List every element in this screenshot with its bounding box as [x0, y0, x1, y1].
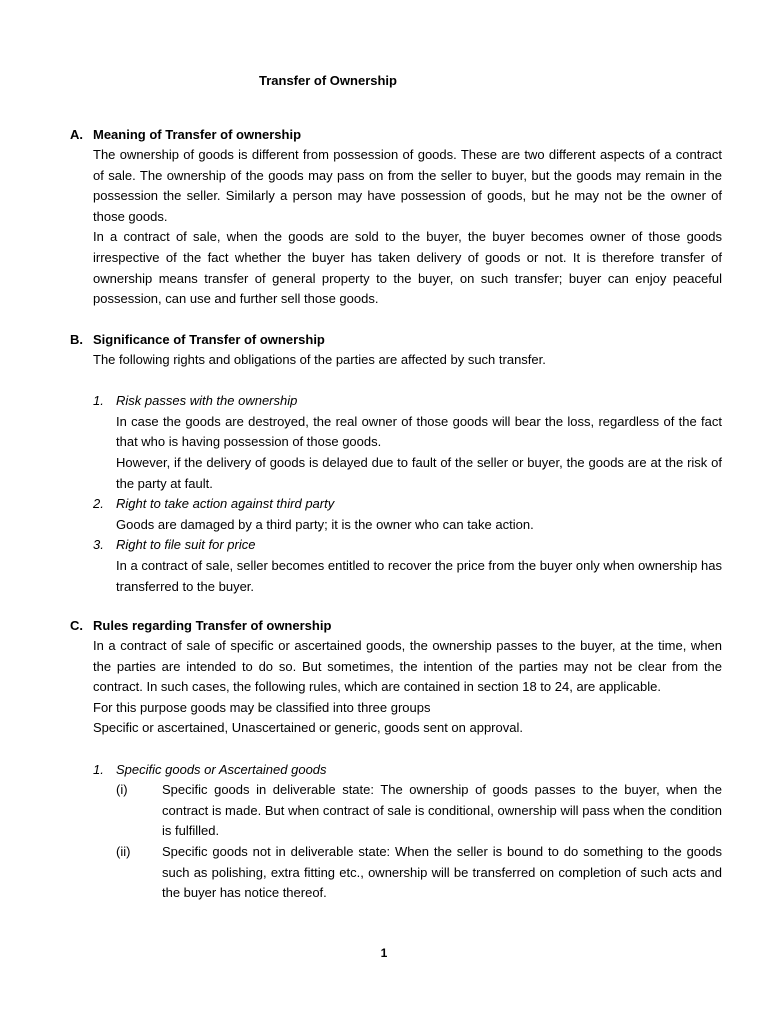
section-letter: B. — [70, 332, 83, 347]
sub-item-number: (i) — [116, 782, 128, 798]
paragraph: Goods are damaged by a third party; it is the owner who can take action. — [116, 516, 534, 532]
section-b-heading — [70, 330, 722, 350]
section-title: Rules regarding Transfer of ownership — [93, 618, 332, 633]
paragraph: In a contract of sale, when the goods are sold to the buyer, the buyer becomes owner of those goods irrespective of the fact whether the buyer has taken delivery of goods or not. It is therefore transfer of ownership means transfer of general property to the buyer, on such transfer; buyer can enjoy peaceful possession, can use and further sell those goods. — [93, 229, 722, 307]
numbered-list — [93, 760, 722, 904]
page-title: Transfer of Ownership — [259, 73, 397, 88]
section-letter: A. — [70, 127, 83, 142]
paragraph: In a contract of sale of specific or ascertained goods, the ownership passes to the buyer, at the time, when the parties are intended to do so. But sometimes, the intention of the parties may not be clear from the contract. In such cases, the following rules, which are contained in section 18 to 24, are applicable. — [93, 638, 722, 695]
list-item — [93, 494, 722, 535]
item-title: Specific goods or Ascertained goods — [116, 761, 327, 777]
paragraph: In case the goods are destroyed, the real owner of those goods will bear the loss, regardless of the fact that who is having possession of those goods. — [116, 413, 722, 450]
section-a — [70, 125, 722, 310]
item-number: 1. — [93, 393, 104, 409]
sub-item-text: Specific goods in deliverable state: The ownership of goods passes to the buyer, when the contract is made. But when contract of sale is conditional, ownership will pass when the condition is fulfilled. — [162, 782, 722, 839]
sub-item — [116, 780, 722, 842]
paragraph: However, if the delivery of goods is delayed due to fault of the seller or buyer, the goods are at the risk of the party at fault. — [116, 454, 722, 491]
page-number: 1 — [380, 946, 388, 960]
sub-item — [116, 842, 722, 904]
paragraph: For this purpose goods may be classified into three groups — [93, 699, 431, 715]
list-item — [93, 391, 722, 494]
section-title: Meaning of Transfer of ownership — [93, 127, 302, 142]
paragraph: The following rights and obligations of the parties are affected by such transfer. — [93, 352, 546, 367]
paragraph: The ownership of goods is different from possession of goods. These are two different aspects of a contract of sale. The ownership of the goods may pass on from the seller to buyer, but the goods may remain in the possession the seller. Similarly a person may have possession of goods, but he may not be the owner of those goods. — [93, 147, 722, 224]
item-number: 3. — [93, 537, 104, 553]
section-c-heading — [70, 616, 722, 636]
section-c — [70, 616, 722, 904]
section-a-heading — [70, 125, 722, 145]
numbered-list — [93, 391, 722, 597]
section-letter: C. — [70, 618, 83, 633]
section-title: Significance of Transfer of ownership — [93, 332, 325, 347]
item-title: Right to take action against third party — [116, 496, 335, 512]
paragraph: Specific or ascertained, Unascertained or generic, goods sent on approval. — [93, 720, 523, 736]
item-title: Risk passes with the ownership — [116, 393, 298, 409]
list-item — [93, 760, 722, 904]
section-b — [70, 330, 722, 597]
item-number: 1. — [93, 761, 104, 777]
list-item — [93, 535, 722, 597]
sub-item-number: (ii) — [116, 843, 131, 859]
item-title: Right to file suit for price — [116, 537, 256, 553]
sub-item-text: Specific goods not in deliverable state: When the seller is bound to do something to the goods such as polishing, extra fitting etc., ownership will be transferred on completion of such acts and the buyer has notice thereof. — [162, 843, 722, 901]
item-number: 2. — [93, 496, 104, 512]
paragraph: In a contract of sale, seller becomes entitled to recover the price from the buyer only when ownership has transferred to the buyer. — [116, 557, 722, 594]
